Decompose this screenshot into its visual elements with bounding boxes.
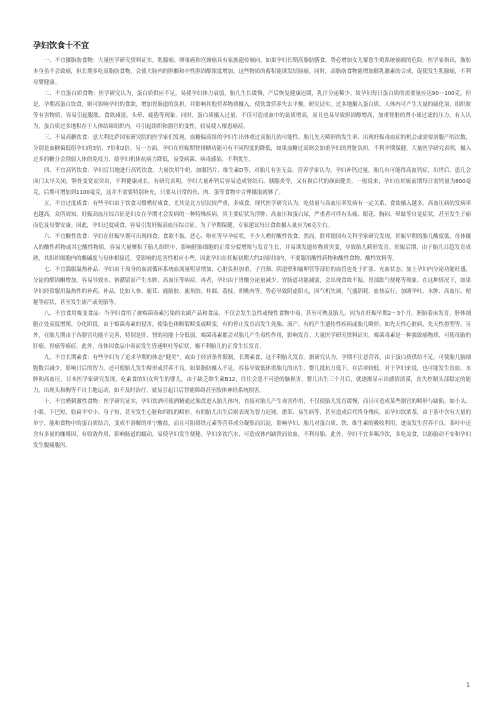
document-title: 孕妇饮食十不宜 <box>33 41 89 50</box>
page-number: 1 <box>466 682 470 689</box>
paragraph-6: 六、不宜酸性饮食：孕妇在妊娠早期可出现择食、食欲不振、恶心、呕吐等早孕症状，不少人嗜好酸性饮食。然而，联邦德国有关科学家研究发现，妊娠早期的胎儿酸度低，母体摄入的酸性药物或其它酸性物质，容易大量聚积于胎儿组织中，影响胚胎细胞的正常分裂增殖与发育生长，并易诱发遗传物质突变，导致胎儿畸形发育。妊娠后期，由于胎儿日趋发育成熟，其组织细胞内的酸碱度与母体相接近，受影响的危害性相应小些，因此孕妇在妊娠初期大约2周时间内，不要服用酸性药物和酸性食物、酸性饮料等。 <box>33 234 471 262</box>
paragraph-9: 九、不宜长期素食：有些孕妇为了追求孕期的体态“健美”，或由于经济条件限制，长期素食，这不利胎儿发育。据研究认为，孕期不注意营养，由于蛋白质供给不足，可使胎儿脑细胞数目减少，影响日后的智力，还可使胎儿发生畸形或营养不良。如果脂肪摄入不足，容易导致低体重胎儿的出生，婴儿抵抗力低下，存活率较低。对于孕妇来说，也可能发生贫血、水肿和高血压。日本医学家研究发现，吃素食的妇女所生的婴儿，由于缺乏维生素B12，往往会患不可逆的脑损害，婴儿出生三个月后，就逐渐显示出感情淡漠，丧失控制头部稳定的能力，出现头和胸等不自主地运动，如不及时治疗，就易引起日后智能障碍甚至肢体神经系统损害。 <box>33 355 471 394</box>
paragraph-1: 一、不宜摄脂肪食物：大量医学研究资料证实，乳腺癌、卵巢癌和宫颈癌具有家族遗传倾向。如果孕妇长期高脂肪膳食，势必增加女儿罹患生殖系统癌瘤的危险。医学家指出，脂肪本身虽不会致癌，但长期多吃高脂肪食物，会使大肠内的胆酸和中性胆固醇浓度增加，这些物质的蓄积能诱发结肠癌。同时，高脂肪食物能增加催乳激素的合成，促使发生乳腺癌，不利母婴健康。 <box>33 58 471 86</box>
paragraph-5: 五、不宜过度咸食：有些孕妇由于饮食习惯嗜好咸食，尤其是北方居民较严重，多咸食。现代医学研究认为，吃盐量与高血压率发病有一定关系，食盐摄入越多，高血压病的发病率也越高。众所周知，妊娠高血压综合征是妇女在孕期才会发病的一种特殊疾病，其主要症状为浮肿、高血压和蛋白尿，严重者可伴有头痛、眼花、胸闷、晕眩等自觉症状，甚至发生子痫而危及母婴安康。因此，孕妇过度咸食，容易引发妊娠高血压综合征。为了孕期保健，专家建议每日食盐摄入量应为6克左右。 <box>33 201 471 229</box>
paragraph-8: 八、不宜食用霉变食品：当孕妇食用了被霉菌毒素污染的农副产品和食品，不仅会发生急性或慢性食物中毒，甚至可殃及胎儿。因为在妊娠早期2～3个月，胚胎着床发育，胚体细胞正处高度增殖、分化阶段，由于霉菌毒素的侵害，使染色体断裂畸变或畸变，有的停止发育而发生死胎、流产，有的产生遗传性疾病或胎儿畸形，如先天性心脏病、先天性愚型等。另外，在胎儿期由于各器官功能不完善，特别是肝、肾的功能十分低弱，霉菌毒素都会对胎儿产生毒性作用，影响发育。大量医学研究资料证实，霉菌毒素是一种强致癌物质，可使母胎的肝癌、胃癌等癌症，此外，母体因食品中毒而发生昏迷呕吐等症状，极不利胎儿的正常生长发育。 <box>33 311 471 350</box>
paragraph-2: 二、不宜蛋白质食物：医学研究认为，蛋白质供应不足，易使孕妇体力衰弱，胎儿生长缓慢，产后恢复健康迟缓，乳汁分泌稀少。故孕妇每日蛋白质的需要量应达90～100克，但是，孕期高蛋白饮食，则可影响孕妇的食欲，增加胃肠道的负担，并影响其他营养物质摄入，使饮食营养失去平衡。研究证实，过多地摄入蛋白质，人体内可产生大量的硫化氢、组织胺等有害物质，容易引起腹胀、食欲减退、头晕、疲倦等现象。同时，蛋白质摄入过量，不仅可造成血中的氮质增高，而且也易导致胆固醇增高，加重肾脏的肾小球过滤的压力。有人认为，蛋白质过多地积存于人体结缔组织内，可引起组织和器官的变性，较易使人罹患癌症。 <box>33 91 471 130</box>
paragraph-10: 十、不宜嗜刺激性食物：医学研究证实，孕妇饮酒可使酒精通过胎盘进入胎儿体内，直接对胎儿产生毒害作用，不仅使胎儿发育缓慢，而且可造成某些器官的畸形与缺陷，如小头、小眼、下巴短，脸扁平窄小、身子短，甚至发生心脏和四肢的畸形。有的胎儿出生后则表现为智力迟钝、愚笨、易生病等，甚至造成后代终身残疾。而孕妇饮浓茶，由于茶中含有大量的单宁，能和食物中的蛋白质结合，变成不溶解的单宁酸盐，而且可阻碍铁元素等营养成分凝集而沉淀，影响孕妇、胎儿对蛋白质、铁、维生素的吸收利用，进而发生营养不良。茶叶中还含有多量的咖啡因，有收敛作用，影响肠道的蠕动，易使孕妇发生便秘。孕妇多饮汽水，可造成体内缺铁而贫血，不利母胎。此外，孕妇不宜多喝冷饮，多吃凉食，以防胎动不安和孕妇发生腹痛腹泻。 <box>33 399 471 449</box>
paragraph-7: 七、不宜滥服温热补品：孕妇由于周身的血液循环系统血流量明显增加，心脏负担加重，子宫颈、阴道壁和输卵管等部位的血管也处于扩张、充血状态；加上孕妇内分泌功能旺盛，分泌的醛固酮增加，容易导致水、钠潴留而产生水肿、高血压等病症。再者，孕妇由于胃酸分泌量减少，胃肠道功能减弱，会出现食欲不振、胃部胀气便秘等现象。在这种情况下，如果孕妇经常服用温热性的补药、补品，比如人参、鹿茸、鹿胎胶、鹿角胶、桂圆、荔枝、胡桃肉等，势必导致阴虚阳亢，因气机失调，气盛阴耗、血热妄行，加剧孕吐、水肿、高血压、便秘等症状，甚至发生流产或死胎等。 <box>33 267 471 306</box>
paragraph-4: 四、不宜高钙饮食：孕妇盲目地进行高钙饮食，大量饮用牛奶，加服钙片、维生素D等，对胎儿有害无益。营养学家认为，孕妇补钙过量，胎儿有可能得高血钙症，出世后，患儿会囟门太早关闭，颚骨变宽而突出，不利健康成长。有研究表明，孕妇大量补钙后容易造成肾结石、胰腺炎等，又有损后代的颜面健美。一般说来，孕妇在妊娠前期每日需钙量为800毫克，后期可增加到1100毫克，这并不需要特别补充，只要从日常的鱼、肉、蛋等食物中合理摄取就够了。 <box>33 168 471 196</box>
paragraph-3: 三、不易高糖饮食：意大利比萨国家研究院的医学家们发现，血糖偏高组的孕妇生出体重过高胎儿的可能性、胎儿先天畸形的发生率、出现妊娠毒血症的机会或需要剖腹产的次数，分别是血糖偏低组孕妇的3倍、7倍和2倍。另一方面，孕妇在妊娠期肾排糖功能可有不同程度的降低，如果血糖过高则会加重孕妇的肾脏负担，不利孕期保健。大量医学研究表明，摄入过多的糖分会削弱人体的免疫力，使孕妇机体抗病力降低，易受病菌、病毒感染，不利优生。 <box>33 135 471 163</box>
